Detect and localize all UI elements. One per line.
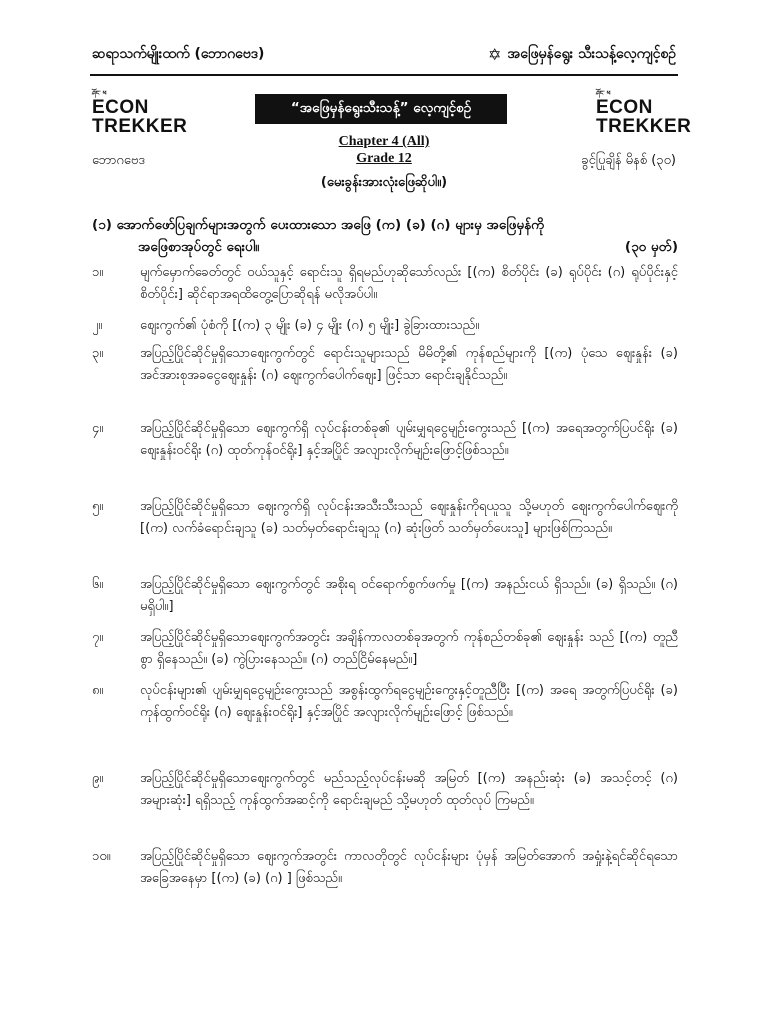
question-item xyxy=(92,343,678,387)
instruction-text: (မေးခွန်းအားလုံးဖြေဆိုပါ။) xyxy=(320,175,448,190)
logo-word-econ: ECON xyxy=(92,97,149,118)
question-text: အပြည့်ပြိုင်ဆိုင်မှုရှိသော ဈေးကွက်တွင် အစိုးရ ဝင်ရောက်စွက်ဖက်မှု [(က) အနည်းငယ် ရှိသည်။ (ခ) ရှိသည်။ (ဂ) မရှိပါ။] xyxy=(140,577,678,614)
econ-trekker-logo-right xyxy=(596,90,692,138)
question-number: ၃။ xyxy=(92,346,104,361)
question-number: ၂။ xyxy=(92,318,103,333)
logo-word-trekker: TREKKER xyxy=(92,116,188,137)
logo-tagline: ཤོང་ ཕ xyxy=(596,90,611,97)
logo-word-trekker: TREKKER xyxy=(596,116,692,137)
star-of-david-icon: ✡ xyxy=(488,44,502,64)
question-text: အပြည့်ပြိုင်ဆိုင်မှုရှိသောဈေးကွက်တွင် မည်သည့်လုပ်ငန်းမဆို အမြတ် [(က) အနည်းဆုံး (ခ) အသင့်တင့် (ဂ) အများဆုံး] ရရှိသည့် ကုန်ထွက်အဆင့်ကို ရောင်းချမည် သို့မဟုတ် ထုတ်လုပ် ကြမည်။ xyxy=(140,771,678,808)
question-text: လုပ်ငန်းများ၏ ပျမ်းမျှရငွေမျဉ်းကွေးသည် အစွန်းထွက်ရငွေမျဉ်းကွေးနှင့်တူညီပြီး [(က) အရေ အတွက်ပြပင်ရိုး (ခ) ကုန်ထွက်ဝင်ရိုး (ဂ) ဈေးနှုန်းဝင်ရိုး] နှင့်အပြိုင် အလျားလိုက်မျဉ်းဖြောင့် ဖြစ်သည်။ xyxy=(140,683,678,720)
question-item xyxy=(92,315,678,337)
question-text: အပြည့်ပြိုင်ဆိုင်မှုရှိသော ဈေးကွက်အတွင်း ကာလတိုတွင် လုပ်ငန်းများ ပုံမှန် အမြတ်အောက် အရှုံးနဲ့ရင်ဆိုင်ရသော အခြေအနေမှာ [(က) (ခ) (ဂ) ] ဖြစ်သည်။ xyxy=(140,849,678,886)
question-item xyxy=(92,846,678,890)
question-number: ၉။ xyxy=(92,771,104,786)
question-item xyxy=(92,680,678,724)
question-item xyxy=(92,768,678,812)
question-text: အပြည့်ပြိုင်ဆိုင်မှုရှိသော ဈေးကွက်ရှိ လုပ်ငန်းတစ်ခု၏ ပျမ်းမျှရငွေမျဉ်းကွေးသည် [(က) အရေအတွက်ပြပင်ရိုး (ခ) ဈေးနှုန်းဝင်ရိုး (ဂ) ထုတ်ကုန်ဝင်ရိုး] နှင့်အပြိုင် အလျားလိုက်မျဉ်းဖြောင့်ဖြစ်သည်။ xyxy=(140,421,678,458)
logo-word-econ: ECON xyxy=(596,97,653,118)
question-number: ၄။ xyxy=(92,421,104,436)
section-heading xyxy=(92,214,678,258)
question-number: ၁။ xyxy=(92,265,104,280)
question-text: အပြည့်ပြိုင်ဆိုင်မှုရှိသောဈေးကွက်တွင် ရောင်းသူများသည် မိမိတို့၏ ကုန်စည်များကို [(က) ပုံသေ ဈေးနှုန်း (ခ) အင်အားစုအခငွေဈေးနှုန်း (ဂ) ဈေးကွက်ပေါက်ဈေး] ဖြင့်သာ ရောင်းချနိုင်သည်။ xyxy=(140,346,678,383)
time-allowed: ခွင့်ပြုချိန် မိနစ် (၃၀) xyxy=(581,153,676,168)
econ-trekker-logo-left xyxy=(92,90,188,138)
question-text: ဈေးကွက်၏ ပုံစံကို [(က) ၃ မျိုး (ခ) ၄ မျိုး (ဂ) ၅ မျိုး] ခွဲခြားထားသည်။ xyxy=(140,318,480,333)
section-heading-line1: (၁) အောက်ဖော်ပြချက်များအတွက် ပေးထားသော အဖြေ (က) (ခ) (ဂ) များမှ အဖြေမှန်ကို xyxy=(92,217,545,233)
question-number: ၁၀။ xyxy=(92,849,111,864)
title-banner: “အဖြေမှန်ရွေးသီးသန့်” လေ့ကျင့်စဉ် xyxy=(255,94,507,124)
section-heading-line2 xyxy=(92,236,678,258)
header-divider xyxy=(90,74,678,76)
subject-label: ဘောဂဗေဒ xyxy=(92,153,146,168)
exercise-type-label: အဖြေမှန်ရွေး သီးသန့်လေ့ကျင့်စဉ် xyxy=(507,46,676,62)
section-heading-text: အဖြေစာအုပ်တွင် ရေးပါ။ xyxy=(138,239,260,255)
question-item xyxy=(92,418,678,462)
chapter-title: Chapter 4 (All) xyxy=(338,134,430,149)
question-item xyxy=(92,496,678,540)
logo-tagline: ཤོང་ ཕ xyxy=(92,90,107,97)
question-number: ၈။ xyxy=(92,683,104,698)
question-number: ၆။ xyxy=(92,577,104,592)
question-number: ၅။ xyxy=(92,499,104,514)
question-item xyxy=(92,262,678,306)
question-text: မျက်မှောက်ခေတ်တွင် ဝယ်သူနှင့် ရောင်းသူ ရှိရမည်ဟုဆိုသော်လည်း [(က) စိတ်ပိုင်း (ခ) ရုပ်ပိုင်း (ဂ) ရုပ်ပိုင်းနှင့် စိတ်ပိုင်း] ဆိုင်ရာအရထိတွေ့ပြောဆိုရန် မလိုအပ်ပါ။ xyxy=(140,265,678,302)
question-number: ၇။ xyxy=(92,630,104,645)
teacher-subject-header: ဆရာသက်မျိုးထက် (ဘောဂဗေဒ) xyxy=(92,46,265,62)
grade-title: Grade 12 xyxy=(356,151,412,166)
question-text: အပြည့်ပြိုင်ဆိုင်မှုရှိသောဈေးကွက်အတွင်း အချိန်ကာလတစ်ခုအတွက် ကုန်စည်တစ်ခု၏ ဈေးနှုန်း သည် [(က) တူညီစွာ ရှိနေသည်။ (ခ) ကွဲပြားနေသည်။ (ဂ) တည်ငြိမ်နေမည်။] xyxy=(140,630,678,667)
question-item xyxy=(92,574,678,618)
question-text: အပြည့်ပြိုင်ဆိုင်မှုရှိသော ဈေးကွက်ရှိ လုပ်ငန်းအသီးသီးသည် ဈေးနှုန်းကိုရယူသူ သို့မဟုတ် ဈေးကွက်ပေါက်ဈေးကို [(က) လက်ခံရောင်းချသူ (ခ) သတ်မှတ်ရောင်းချသူ (ဂ) ဆုံးဖြတ် သတ်မှတ်ပေးသူ] များဖြစ်ကြသည်။ xyxy=(140,499,678,536)
section-marks: (၃၀ မှတ်) xyxy=(624,239,678,255)
exercise-type-header xyxy=(488,44,676,65)
question-item xyxy=(92,627,678,671)
